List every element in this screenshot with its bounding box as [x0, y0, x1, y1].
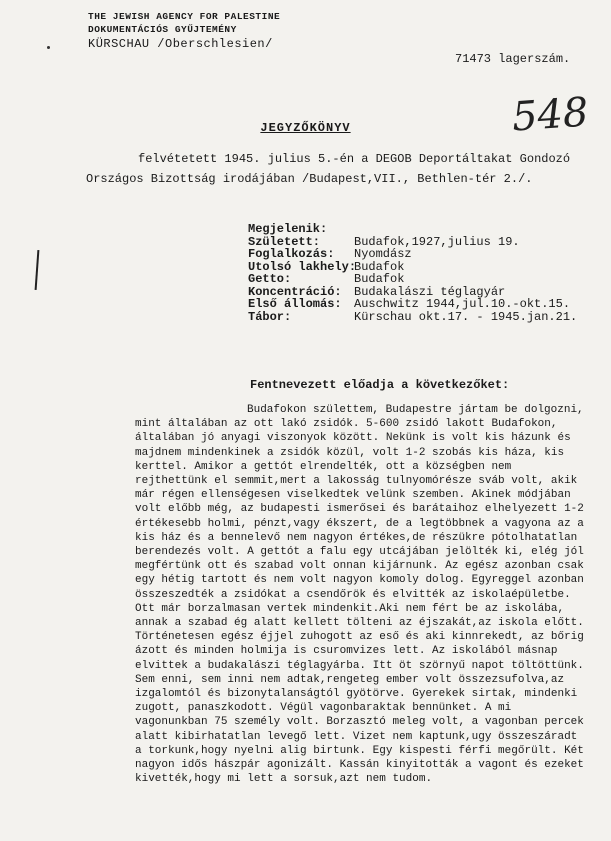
field-label: Foglalkozás:	[248, 247, 335, 261]
field-value: Nyomdász	[354, 247, 412, 261]
intro-paragraph	[86, 149, 598, 189]
testimony-body	[135, 403, 590, 786]
margin-pen-mark	[35, 250, 40, 290]
field-row	[248, 223, 577, 236]
field-value: Budafok	[354, 272, 405, 286]
intro-line2: Országos Bizottság irodájában /Budapest,VII., Bethlen-tér 2./.	[86, 172, 533, 186]
letterhead	[88, 10, 280, 51]
field-row	[248, 298, 577, 311]
org-name-line1: THE JEWISH AGENCY FOR PALESTINE	[88, 11, 281, 22]
field-row	[248, 273, 577, 286]
field-label: Első állomás:	[248, 297, 342, 311]
field-row	[248, 261, 577, 274]
field-value: Budakalászi téglagyár	[354, 284, 506, 299]
field-value: Budafok	[354, 259, 405, 274]
location-line: KÜRSCHAU /Oberschlesien/	[88, 37, 273, 51]
field-value: Auschwitz 1944,jul.10.-okt.15.	[354, 297, 571, 311]
personal-data-fields	[248, 223, 577, 323]
handwritten-number: 548	[510, 89, 590, 141]
org-name-line2: DOKUMENTÁCIÓS GYŰJTEMÉNY	[88, 24, 237, 35]
testimony-lead: Fentnevezett előadja a következőket:	[250, 378, 510, 392]
lager-number: 71473 lagerszám.	[455, 52, 571, 66]
intro-line1: felvétetett 1945. julius 5.-én a DEGOB Deportáltakat Gondozó	[138, 152, 571, 166]
field-label: Tábor:	[248, 309, 292, 324]
field-label: Getto:	[248, 272, 292, 286]
field-label: Született:	[248, 234, 321, 249]
ink-dot	[47, 46, 50, 49]
field-row	[248, 311, 577, 324]
document-title: JEGYZŐKÖNYV	[260, 121, 351, 135]
field-label: Utolsó lakhely:	[248, 259, 357, 274]
field-label: Koncentráció:	[248, 284, 342, 299]
testimony-text: Budafokon születtem, Budapestre jártam be dolgozni, mint általában az ott lakó zsidók. 5-600 zsidó lakott Budafokon, általában jó anyagi viszonyok között. Nekünk is volt kis házunk és majdnem mindenkinek a zsidók közül, volt 1-2 szobás kis háza, kis kerttel. Amikor a gettót elrendelték, ott a községben nem rejthettünk el semmit,mert a lakosság tulnyomórésze sváb volt, akik már régen ellenségesen viselkedtek velünk szemben. Akinek módjában volt előbb még, az budapesti ismerősei és barátaihoz elhelyezett 1-2 értékesebb holmi, pénzt,vagy ékszert, de a legtöbbnek a vagyona az a kis ház és a bennelevő nem nagyon értékes,de részükre pótolhatatlan berendezés volt. A gettót a falu egy utcájában jelölték ki, elég jól megfértünk ott és szabad volt onnan kijárnunk. Az egész azonban csak egy hétig tartott és nem volt nagyon komoly dolog. Egyreggel azonban összeszedték a zsidókat a csendőrök és elvitték az iskolaépületbe. Ott már borzalmasan vertek mindenkit.Aki nem fért be az iskolába, annak a szabad ég alatt kellett tölteni az éjszakát,az iskola előtt. Történetesen egész éjjel zuhogott az eső és aki kinnrekedt, az bőrig ázott és minden holmija is csuromvizes lett. Az iskolából másnap elvittek a budakalászi téglagyárba. Itt öt szörnyű napot töltöttünk. Sem enni, sem inni nem adtak,rengeteg ember volt összezsufolva,az izgalomtól és bizonytalanságtól gyötörve. Gyerekek sirtak, mindenki zugott, panaszkodott. Végül vagonbaraktak bennünket. A mi vagonunkban 75 személy volt. Borzasztó meleg volt, a vagonban percek alatt kibirhatatlan levegő lett. Vizet nem kaptunk,ugy összeszáradt a torkunk,hogy nyelni alig birtunk. Egy kispesti férfi megőrült. Két nagyon idős hászpár agonizált. Kassán kinyitották a vagont és ezeket kivették,hogy mi lett a sorsuk,azt nem tudom.	[135, 404, 584, 786]
field-row	[248, 248, 577, 261]
field-value: Budafok,1927,julius 19.	[354, 234, 520, 249]
field-value: Kürschau okt.17. - 1945.jan.21.	[354, 309, 578, 324]
field-label: Megjelenik:	[248, 222, 328, 236]
